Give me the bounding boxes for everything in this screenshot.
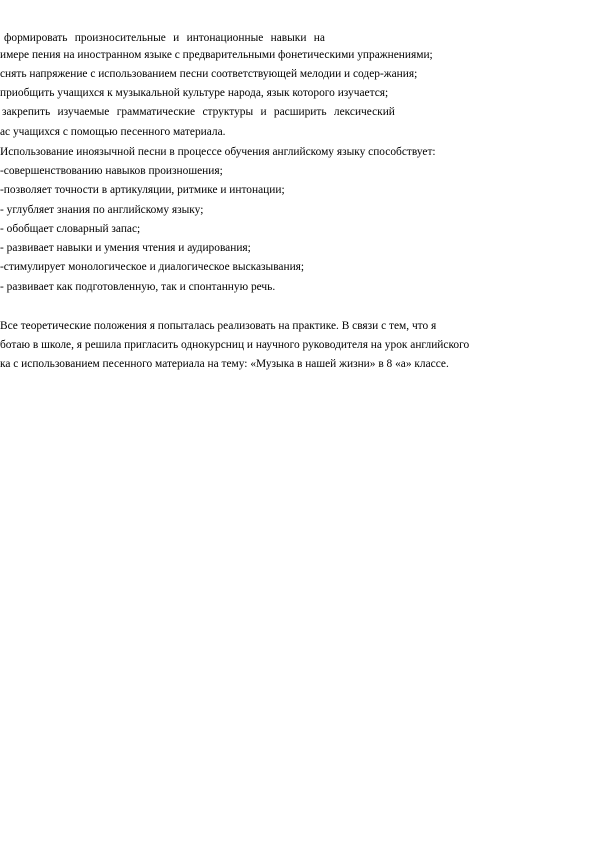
text-line-13: -стимулирует монологическое и диалогическое высказывания; [0, 261, 305, 273]
text-line-2: имере пения на иностранном языке с предварительными фонетическими упражнениями; [0, 49, 433, 61]
text-line-8: -совершенствованию навыков произношения; [0, 165, 223, 177]
text-line-4: приобщить учащихся к музыкальной культуре народа, язык которого изучается; [0, 87, 389, 99]
text-line-1: формировать произносительные и интонационные навыки на [4, 32, 325, 44]
text-line-15: Все теоретические положения я попыталась реализовать на практике. В связи с тем, что я [0, 320, 437, 332]
text-line-7: Использование иноязычной песни в процессе обучения английскому языку способствует: [0, 146, 436, 158]
text-line-3: снять напряжение с использованием песни соответствующей мелодии и содер-жания; [0, 68, 418, 80]
text-line-9: -позволяет точности в артикуляции, ритмике и интонации; [0, 184, 285, 196]
text-line-12: - развивает навыки и умения чтения и аудирования; [0, 242, 251, 254]
text-line-14: - развивает как подготовленную, так и спонтанную речь. [0, 281, 276, 293]
text-line-10: - углубляет знания по английскому языку; [0, 204, 204, 216]
text-line-11: - обобщает словарный запас; [0, 223, 141, 235]
text-line-16: ботаю в школе, я решила пригласить однокурсниц и научного руководителя на урок английского [0, 339, 470, 351]
text-line-5: закрепить изучаемые грамматические структуры и расширить лексический [2, 106, 395, 118]
text-line-17: ка с использованием песенного материала на тему: «Музыка в нашей жизни» в 8 «а» классе. [0, 358, 449, 370]
text-line-6: ас учащихся с помощью песенного материала. [0, 126, 226, 138]
